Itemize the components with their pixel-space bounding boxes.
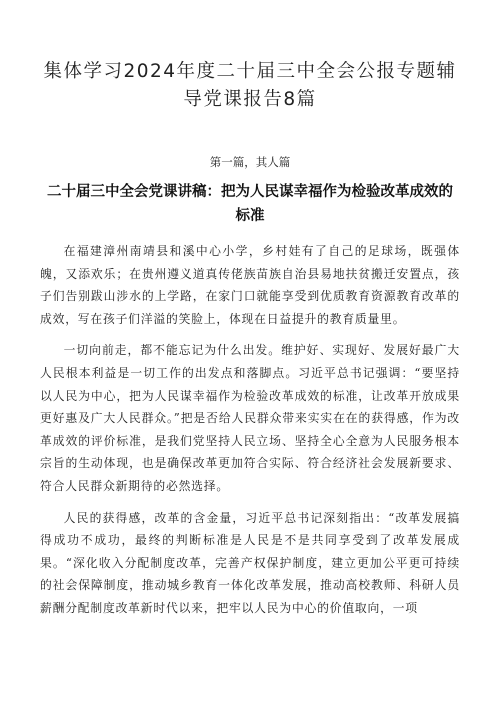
body-paragraph-3: 人民的获得感，改革的含金量，习近平总书记深刻指出：“改革发展搞得成功不成功，最终的判断标准是人民是不是共同享受到了改革发展成果。“深化收入分配制度改革，完善产权保护制度，建立更加公平更可持续的社会保障制度，推动城乡教育一体化改革发展，推动高校教师、科研人员薪酬分配制度改革新时代以来，把牢以人民为中心的价值取向，一项	[40, 510, 460, 615]
body-paragraph-2: 一切向前走，都不能忘记为什么出发。维护好、实现好、发展好最广大人民根本利益是一切工作的出发点和落脚点。习近平总书记强调：“要坚持以人民为中心，把为人民谋幸福作为检验改革成效的标准，让改革开放成果更好惠及广大人民群众。”把是否给人民群众带来实实在在的获得感，作为改革成效的评价标准，是我们党坚持人民立场、坚持全心全意为人民服务根本宗旨的生动体现，也是确保改革更加符合实际、符合经济社会发展新要求、符合人民群众新期待的必然选择。	[40, 343, 460, 493]
document-title: 集体学习2024年度二十届三中全会公报专题辅导党课报告8篇	[43, 61, 457, 110]
part-label: 第一篇，其人篇	[209, 155, 291, 169]
document-body	[40, 240, 460, 620]
section-title: 二十届三中全会党课讲稿：把为人民谋幸福作为检验改革成效的标准	[47, 184, 453, 224]
body-paragraph-1: 在福建漳州南靖县和溪中心小学，乡村娃有了自己的足球场，既强体魄，又添欢乐；在贵州遵义道真传佬族苗族自治县易地扶贫搬迁安置点，孩子们告别跋山涉水的上学路，在家门口就能享受到优质教育资源教育改革的成效，写在孩子们洋溢的笑脸上，体现在日益提升的教育质量里。	[40, 244, 460, 326]
